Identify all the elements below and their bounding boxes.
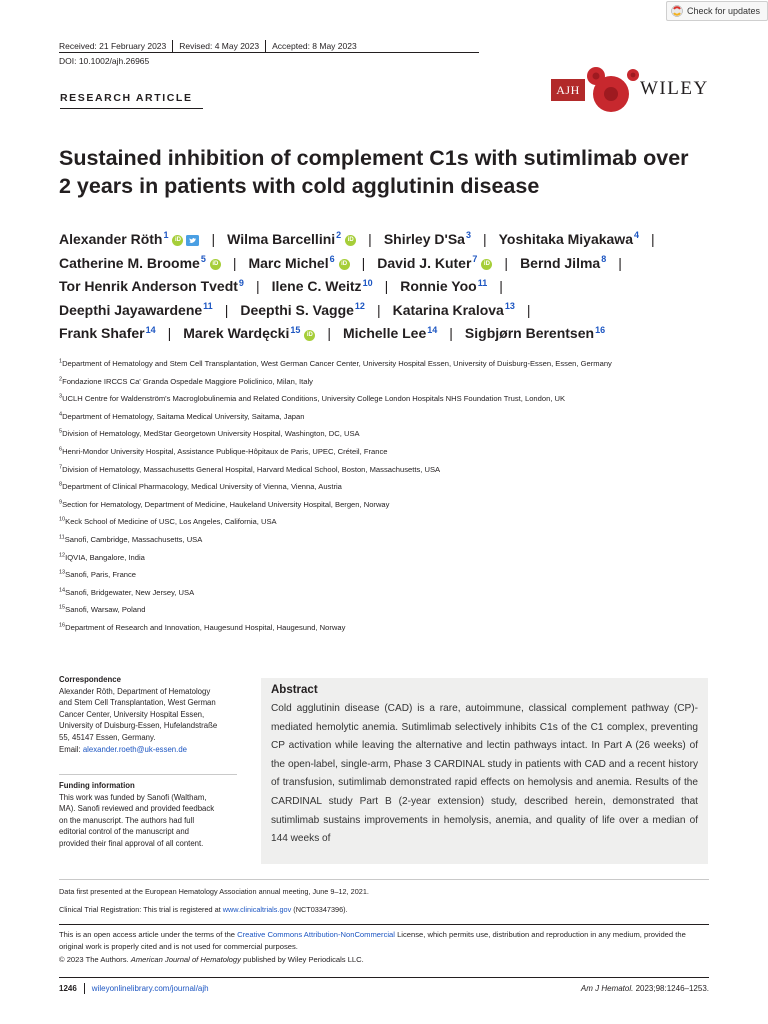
affiliations	[59, 355, 719, 637]
affiliation: $^{15}$Sanofi, Warsaw, Poland	[59, 604, 146, 615]
author-row: Alexander Röth$^1$ iD | Wilma Barcellini$^2$ iD | Shirley D'Sa$^3$ | Yoshitaka Miyakawa$^4$ |	[59, 228, 719, 252]
abstract-heading: Abstract	[271, 684, 318, 696]
author-name[interactable]: Sigbjørn Berentsen$^{16}$	[464, 324, 606, 342]
check-updates-icon	[671, 5, 683, 17]
correspondence-email-line: Email: alexander.roeth@uk-essen.de	[59, 744, 187, 754]
orcid-icon[interactable]: iD	[210, 259, 221, 270]
journal-citation: Am J Hematol. 2023;98:1246–1253.	[580, 984, 709, 993]
affiliation: $^4$Department of Hematology, Saitama Medical University, Saitama, Japan	[59, 411, 305, 421]
divider	[59, 879, 709, 880]
correspondence-block	[59, 674, 249, 755]
author-name[interactable]: Tor Henrik Anderson Tvedt$^9$	[59, 277, 244, 295]
author-name[interactable]: David J. Kuter$^7$	[377, 253, 478, 271]
journal-url-link[interactable]: wileyonlinelibrary.com/journal/ajh	[91, 984, 209, 993]
divider	[59, 924, 709, 925]
author-name[interactable]: Ilene C. Weitz$^{10}$	[271, 277, 373, 295]
accepted-date: Accepted: 8 May 2023	[272, 41, 357, 51]
author-name[interactable]: Yoshitaka Miyakawa$^4$	[498, 230, 640, 247]
author-name[interactable]: Wilma Barcellini$^2$	[227, 230, 342, 247]
affiliation: $^{14}$Sanofi, Bridgewater, New Jersey, USA	[59, 587, 195, 597]
correspondence-line: Alexander Röth, Department of Hematology	[59, 686, 211, 696]
affiliation: $^9$Section for Hematology, Department of Medicine, Haukeland University Hospital, Bergen, Norway	[59, 499, 390, 509]
correspondence-heading: Correspondence	[59, 675, 121, 684]
received-date: Received: 21 February 2023	[59, 41, 167, 51]
affiliation: $^7$Division of Hematology, Massachusetts General Hospital, Harvard Medical School, Boston, Massachusetts, USA	[59, 464, 441, 474]
orcid-icon[interactable]: iD	[304, 330, 315, 341]
title-line: 2 years in patients with cold agglutinin disease	[59, 174, 540, 198]
divider	[59, 977, 709, 978]
affiliation: $^2$Fondazione IRCCS Ca' Granda Ospedale Maggiore Policlinico, Milan, Italy	[59, 376, 313, 386]
affiliation: $^{10}$Keck School of Medicine of USC, Los Angeles, California, USA	[59, 516, 277, 527]
wiley-logo: WILEY	[640, 78, 709, 99]
copyright-line: © 2023 The Authors. American Journal of Hematology published by Wiley Periodicals LLC.	[59, 954, 364, 964]
author-name[interactable]: Frank Shafer$^{14}$	[59, 324, 156, 342]
section-rule	[60, 108, 203, 109]
author-name[interactable]: Shirley D'Sa$^3$	[383, 230, 471, 247]
orcid-icon[interactable]: iD	[481, 259, 492, 270]
title-line: Sustained inhibition of complement C1s with sutimlimab over	[59, 146, 689, 170]
license-link[interactable]: Creative Commons Attribution-NonCommercial	[237, 930, 395, 939]
section-label: RESEARCH ARTICLE	[60, 92, 193, 104]
author-name[interactable]: Deepthi S. Vagge$^{12}$	[240, 301, 365, 318]
orcid-icon[interactable]: iD	[345, 235, 356, 246]
author-name[interactable]: Michelle Lee$^{14}$	[343, 324, 438, 342]
author-row: Deepthi Jayawardene$^{11}$ | Deepthi S. Vagge$^{12}$ | Katarina Kralova$^{13}$ |	[59, 299, 719, 323]
presentation-note: Data first presented at the European Hematology Association annual meeting, June 9–12, 2021.	[59, 887, 369, 896]
funding-line: on the manuscript. The authors had full	[59, 815, 195, 825]
check-for-updates-button[interactable]	[666, 1, 768, 21]
author-name[interactable]: Marc Michel$^6$	[248, 253, 335, 271]
funding-line: MA). Sanofi reviewed and provided feedback	[59, 804, 215, 814]
orcid-icon[interactable]: iD	[172, 235, 183, 246]
orcid-icon[interactable]: iD	[339, 259, 350, 270]
author-name[interactable]: Catherine M. Broome$^5$	[59, 253, 206, 271]
correspondence-line: University of Duisburg-Essen, Hufelandstraße	[59, 721, 218, 731]
author-name[interactable]: Marek Wardęcki$^{15}$	[183, 324, 301, 342]
ajh-logo: AJH	[551, 79, 585, 101]
affiliation: $^1$Department of Hematology and Stem Cell Transplantation, West German Cancer Center, University Hospital Essen, University of Duisburg-Essen, Essen, Germany	[59, 358, 612, 368]
affiliation: $^3$UCLH Centre for Waldenström's Macroglobulinemia and Related Conditions, University College London Hospitals NHS Foundation Trust, London, UK	[59, 393, 566, 404]
abstract-text: Cold agglutinin disease (CAD) is a rare, autoimmune, classical complement pathway (CP)-mediated hemolytic anemia. Sutimlimab selectively inhibits C1s of the C1 complex, preventing CP activation while leaving the alternative and lectin pathways intact. In Part A (26 weeks) of the open-label, single-arm, Phase 3 CARDINAL study in patients with CAD and a recent history of transfusion, sutimlimab demonstrated rapid effects on hemolysis and anemia. Results of the CARDINAL study Part B (2-year extension) study, described herein, demonstrated that sutimlimab sustains improvements in hemolysis, anemia, and quality of life over a median of 144 weeks of	[271, 703, 698, 845]
article-title	[59, 144, 719, 200]
article-dates	[59, 40, 357, 52]
correspondence-line: 55, 45147 Essen, Germany.	[59, 732, 156, 742]
page-number: 1246	[59, 984, 77, 993]
divider	[265, 40, 266, 52]
abstract-box	[261, 678, 708, 864]
page-footer	[59, 983, 709, 994]
author-name[interactable]: Deepthi Jayawardene$^{11}$	[59, 301, 213, 318]
author-name[interactable]: Bernd Jilma$^8$	[520, 253, 607, 271]
affiliation: $^5$Division of Hematology, MedStar Georgetown University Hospital, Washington, DC, USA	[59, 428, 360, 439]
author-name[interactable]: Katarina Kralova$^{13}$	[392, 301, 515, 318]
header-rule	[59, 52, 479, 53]
trial-registration-note: Clinical Trial Registration: This trial is registered at www.clinicaltrials.gov (NCT03347396).	[59, 904, 348, 914]
correspondence-line: and Stem Cell Transplantation, West German	[59, 698, 216, 708]
divider	[59, 774, 237, 775]
email-link[interactable]: alexander.roeth@uk-essen.de	[82, 744, 187, 754]
article-notes	[59, 884, 719, 918]
check-updates-label: Check for updates	[687, 6, 761, 16]
clinicaltrials-link[interactable]: www.clinicaltrials.gov	[222, 904, 292, 914]
funding-block	[59, 780, 249, 850]
affiliation: $^{11}$Sanofi, Cambridge, Massachusetts, USA	[59, 534, 203, 544]
divider	[172, 40, 173, 52]
twitter-icon[interactable]	[186, 235, 199, 246]
author-list	[59, 228, 719, 346]
funding-line: provided their final approval of all content.	[59, 838, 204, 848]
affiliation: $^{12}$IQVIA, Bangalore, India	[59, 552, 145, 562]
funding-line: This work was funded by Sanofi (Waltham,	[59, 792, 207, 802]
affiliation: $^{13}$Sanofi, Paris, France	[59, 569, 137, 580]
open-access-statement: This is an open access article under the terms of the Creative Commons Attribution-NonCommercial License, which permits use, distribution and reproduction in any medium, provided the original work is properly cited and is not used for commercial purposes. © 2023 The Authors. American Journal of Hematology published by Wiley Periodicals LLC.	[59, 929, 709, 966]
divider	[84, 983, 85, 994]
revised-date: Revised: 4 May 2023	[179, 41, 260, 51]
funding-line: editorial control of the manuscript and	[59, 827, 190, 837]
author-name[interactable]: Alexander Röth$^1$	[59, 230, 169, 247]
affiliation: $^{16}$Department of Research and Innovation, Haugesund Hospital, Haugesund, Norway	[59, 622, 346, 632]
author-row: Frank Shafer$^{14}$ | Marek Wardęcki$^{15}$ iD | Michelle Lee$^{14}$ | Sigbjørn Berentsen$^{16}$	[59, 322, 719, 346]
correspondence-line: Cancer Center, University Hospital Essen,	[59, 709, 205, 719]
doi: DOI: 10.1002/ajh.26965	[59, 56, 150, 66]
author-row: Tor Henrik Anderson Tvedt$^9$ | Ilene C. Weitz$^{10}$ | Ronnie Yoo$^{11}$ |	[59, 275, 719, 299]
affiliation: $^8$Department of Clinical Pharmacology, Medical University of Vienna, Vienna, Austria	[59, 481, 342, 492]
author-row: Catherine M. Broome$^5$ iD | Marc Michel$^6$ iD | David J. Kuter$^7$ iD | Bernd Jilma$^8$ |	[59, 252, 719, 276]
funding-heading: Funding information	[59, 781, 135, 790]
affiliation: $^6$Henri-Mondor University Hospital, Assistance Publique-Hôpitaux de Paris, UPEC, Créteil, France	[59, 446, 388, 456]
author-name[interactable]: Ronnie Yoo$^{11}$	[400, 277, 488, 295]
